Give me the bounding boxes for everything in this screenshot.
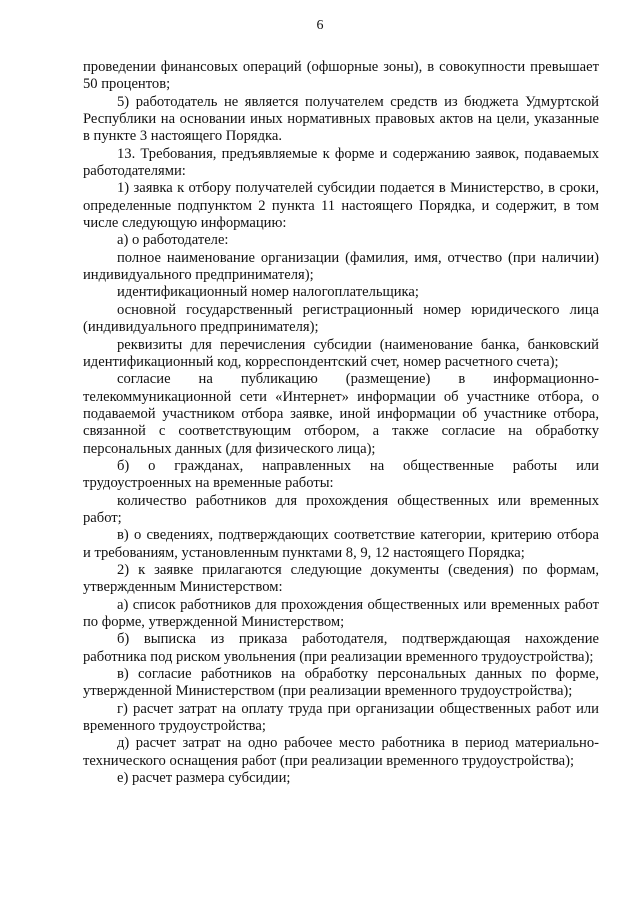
paragraph: 5) работодатель не является получателем средств из бюджета Удмуртской Республики на основании иных нормативных правовых актов на цели, указанные в пункте 3 настоящего Порядка. <box>83 93 599 145</box>
paragraph: а) список работников для прохождения общественных или временных работ по форме, утвержденной Министерством; <box>83 596 599 630</box>
paragraph: 1) заявка к отбору получателей субсидии подается в Министерство, в сроки, определенные подпунктом 2 пункта 11 настоящего Порядка, и содержит, в том числе следующую информацию: <box>83 180 599 232</box>
paragraph: проведении финансовых операций (офшорные зоны), в совокупности превышает 50 процентов; <box>83 59 599 93</box>
paragraph: 13. Требования, предъявляемые к форме и содержанию заявок, подаваемых работодателями: <box>83 145 599 180</box>
paragraph: в) согласие работников на обработку персональных данных по форме, утвержденной Министерством (при реализации временного трудоустройства); <box>83 666 599 700</box>
paragraph: д) расчет затрат на одно рабочее место работника в период материально-технического оснащения работ (при реализации временного трудоустройства); <box>83 735 599 769</box>
paragraph: а) о работодателе: <box>117 232 229 249</box>
page-number: 6 <box>316 18 324 33</box>
paragraph: в) о сведениях, подтверждающих соответствие категории, критерию отбора и требованиям, установленным пунктами 8, 9, 12 настоящего Порядка; <box>83 527 599 561</box>
paragraph: согласие на публикацию (размещение) в информационно-телекоммуникационной сети «Интернет» информации об участнике отбора, о подаваемой участником отбора заявке, иной информации об участнике отбора, связанной с соответствующим отбором, а также согласие на обработку персональных данных (для физического лица); <box>83 371 599 457</box>
paragraph: 2) к заявке прилагаются следующие документы (сведения) по формам, утвержденным Министерством: <box>83 561 599 596</box>
paragraph: полное наименование организации (фамилия, имя, отчество (при наличии) индивидуального предпринимателя); <box>83 249 599 284</box>
paragraph: идентификационный номер налогоплательщика; <box>117 284 419 301</box>
paragraph: е) расчет размера субсидии; <box>117 770 291 787</box>
document-body <box>83 59 599 787</box>
paragraph: количество работников для прохождения общественных или временных работ; <box>83 492 599 526</box>
paragraph: основной государственный регистрационный номер юридического лица (индивидуального предпринимателя); <box>83 301 599 336</box>
paragraph: б) выписка из приказа работодателя, подтверждающая нахождение работника под риском увольнения (при реализации временного трудоустройства); <box>83 631 599 665</box>
paragraph: б) о гражданах, направленных на общественные работы или трудоустроенных на временные работы: <box>83 457 599 492</box>
paragraph: г) расчет затрат на оплату труда при организации общественных работ или временного трудоустройства; <box>83 700 599 735</box>
paragraph: реквизиты для перечисления субсидии (наименование банка, банковский идентификационный код, корреспондентский счет, номер расчетного счета); <box>83 336 599 370</box>
